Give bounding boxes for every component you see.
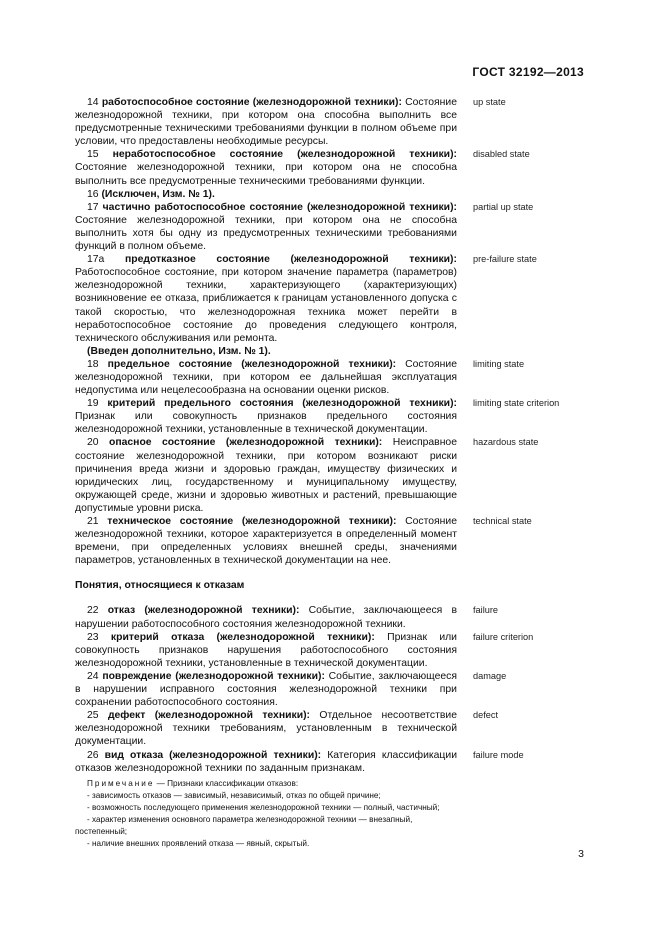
- note-item: - возможность последующего применения железнодорожной техники — полный, частичный;: [87, 802, 440, 812]
- note-intro: — Признаки классификации отказов:: [154, 778, 299, 788]
- term-entry: [75, 670, 507, 709]
- term-definition: Неисправное состояние железнодорожной техники, при котором возникают риски причинения вреда жизни и здоровью граждан, имуществу физических и юридических лиц, государственному и муниципальному имуществу, окружающей среде, жизни и здоровью животных и растений, превышающие допустимые уровни риска.: [75, 437, 457, 514]
- document-body: [75, 96, 560, 850]
- term-definition: Событие, заключающееся в нарушении исправного состояния железнодорожной техники при сохранении работоспособного состояния.: [75, 670, 457, 709]
- term-definition: Состояние железнодорожной техники, при котором ее дальнейшая эксплуатация недопустима или нецелесообразна на основании оценки рисков.: [75, 358, 457, 397]
- term-title: вид отказа (железнодорожной техники):: [104, 749, 322, 761]
- term-definition: Категория классификации отказов железнодорожной техники по заданным признакам.: [75, 749, 457, 774]
- english-term: up state: [473, 97, 506, 107]
- term-number: 16: [87, 188, 102, 200]
- entries-group-state: [75, 96, 537, 345]
- term-definition: Состояние железнодорожной техники, при котором она способна выполнить все предусмотренные техническими требованиями функции в полном объеме при условии, что предоставлены необходимые ресурсы.: [75, 97, 457, 148]
- english-term: failure criterion: [473, 631, 534, 642]
- term-title: дефект (железнодорожной техники):: [107, 710, 311, 722]
- term-entry: [75, 436, 539, 515]
- section-title: Понятия, относящиеся к отказам: [75, 580, 245, 592]
- term-definition: Работоспособное состояние, при котором значение параметра (параметров) железнодорожной техники, характеризующего (характеризующих) возникновение ее отказа, приближается к границам установленного допуска с такой скоростью, что железнодорожная техника может перейти в неработоспособное состояние до проведения следующего контроля, технического обслуживания или ремонта.: [75, 267, 457, 344]
- term-title: предотказное состояние (железнодорожной техники):: [124, 254, 457, 266]
- term-entry: [75, 148, 530, 187]
- note-item: - характер изменения основного параметра железнодорожной техники — внезапный, постепенный;: [75, 814, 413, 836]
- term-entry: [75, 631, 534, 670]
- note-heading: [75, 778, 457, 790]
- term-number: 19: [87, 398, 108, 410]
- note-block: [75, 778, 457, 850]
- term-entry: [75, 188, 457, 201]
- document-header: ГОСТ 32192—2013: [472, 65, 584, 79]
- term-title: опасное состояние (железнодорожной техники):: [109, 437, 383, 449]
- term-title: критерий отказа (железнодорожной техники):: [110, 631, 375, 643]
- introduced-note: (Введен дополнительно, Изм. № 1).: [87, 345, 271, 357]
- term-title: критерий предельного состояния (железнодорожной техники):: [107, 398, 457, 410]
- term-number: 24: [87, 670, 103, 682]
- note-label: Примечание: [87, 778, 155, 788]
- note-item: - наличие внешних проявлений отказа — явный, скрытый.: [87, 838, 310, 848]
- term-number: 26: [87, 749, 105, 761]
- entries-group-limits: [75, 358, 560, 568]
- term-number: 18: [87, 358, 108, 370]
- term-entry: [75, 201, 534, 253]
- note-item: - зависимость отказов — зависимый, независимый, отказ по общей причине;: [87, 790, 381, 800]
- term-number: 14: [87, 97, 102, 108]
- term-definition: Состояние железнодорожной техники, при котором она не способна выполнить все предусмотренные техническими требованиями функции.: [75, 162, 457, 187]
- term-title: предельное состояние (железнодорожной техники):: [107, 358, 397, 370]
- english-term: technical state: [473, 516, 532, 526]
- term-number: 17: [87, 201, 103, 213]
- term-title: неработоспособное состояние (железнодорожной техники):: [112, 149, 457, 161]
- term-entry: [75, 253, 537, 345]
- term-number: 20: [87, 437, 109, 449]
- term-definition: Состояние железнодорожной техники, при котором она не способна выполнить хотя бы одну из предусмотренных техническими требованиями функций в полном объеме.: [75, 214, 457, 253]
- page-number: 3: [578, 848, 584, 860]
- entries-group-failures: [75, 604, 534, 774]
- term-definition: Состояние железнодорожной техники, которое характеризуется в определенный момент времени, при определенных условиях внешней среды, значениями параметров, установленных в технической документации на нее.: [75, 516, 457, 567]
- term-title: отказ (железнодорожной техники):: [107, 605, 300, 617]
- english-term: disabled state: [473, 149, 530, 160]
- term-entry: [75, 397, 560, 436]
- note-items: [75, 790, 457, 850]
- term-number: 23: [87, 631, 111, 643]
- term-title: (Исключен, Изм. № 1).: [101, 188, 215, 200]
- term-number: 15: [87, 149, 113, 161]
- english-term: failure mode: [473, 749, 524, 760]
- term-title: повреждение (железнодорожной техники):: [102, 670, 325, 682]
- term-definition: Событие, заключающееся в нарушении работоспособного состояния железнодорожной техники.: [75, 605, 457, 630]
- term-number: 25: [87, 710, 108, 722]
- term-definition: Признак или совокупность признаков нарушения работоспособного состояния железнодорожной техники, установленные в технической документации.: [75, 631, 457, 669]
- term-entry: [75, 749, 524, 775]
- term-number: 21: [87, 516, 108, 527]
- term-entry: [75, 358, 525, 397]
- term-entry: [75, 709, 499, 748]
- term-entry: [75, 96, 506, 148]
- term-title: техническое состояние (железнодорожной техники):: [107, 516, 397, 527]
- term-number: 17а: [87, 254, 125, 266]
- english-term: defect: [473, 710, 499, 721]
- term-title: работоспособное состояние (железнодорожной техники):: [101, 97, 402, 108]
- english-term: limiting state criterion: [473, 398, 560, 409]
- term-definition: Отдельное несоответствие железнодорожной техники требованиям, установленным в технической документации.: [75, 710, 457, 748]
- term-entry: [75, 604, 499, 630]
- term-definition: Признак или совокупность признаков предельного состояния железнодорожной техники, установленные в технической документации.: [75, 411, 457, 436]
- english-term: limiting state: [473, 358, 525, 369]
- english-term: damage: [473, 670, 507, 681]
- english-term: pre-failure state: [473, 254, 537, 265]
- english-term: failure: [473, 605, 499, 616]
- english-term: partial up state: [473, 201, 534, 212]
- term-entry: [75, 515, 532, 567]
- term-number: 22: [87, 605, 108, 617]
- term-title: частично работоспособное состояние (железнодорожной техники):: [102, 201, 457, 213]
- english-term: hazardous state: [473, 437, 539, 448]
